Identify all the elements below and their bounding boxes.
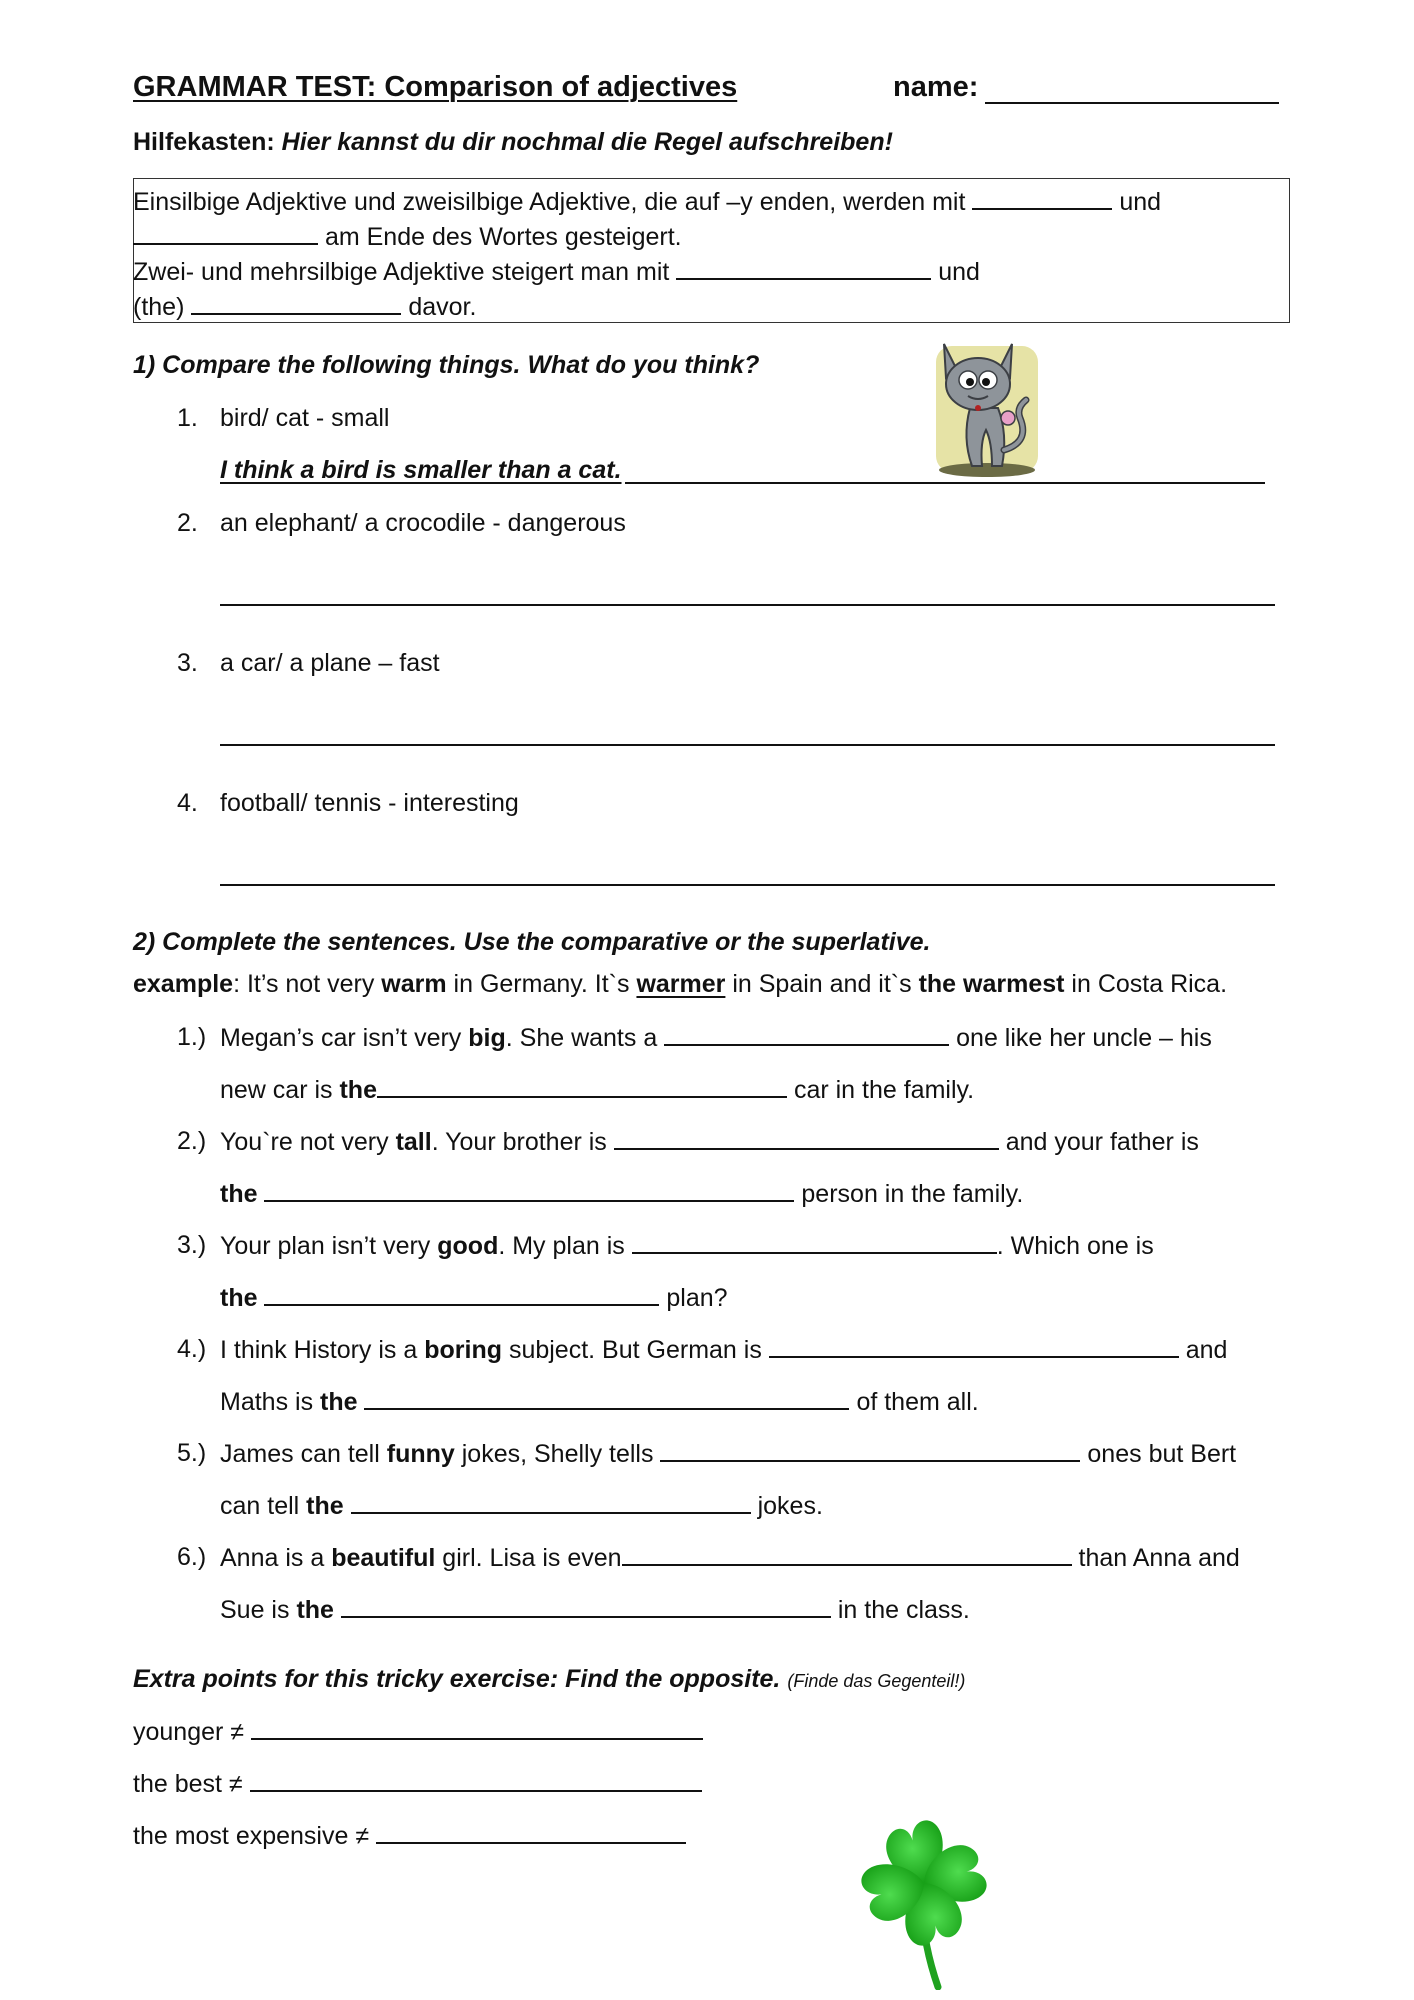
exercise-1-title: 1) Compare the following things. What do you think? [133, 351, 760, 379]
ex2-item-2-blank-1[interactable] [614, 1126, 999, 1150]
rule-blank-3[interactable] [676, 256, 931, 280]
extra-note: (Finde das Gegenteil!) [787, 1671, 966, 1691]
adjective: beautiful [331, 1544, 436, 1572]
ex2-item-3-number: 3.) [177, 1231, 207, 1259]
text: Anna is a [220, 1544, 332, 1572]
text: James can tell [220, 1440, 387, 1468]
text: and [1185, 1336, 1228, 1364]
ex1-item-4-prompt: football/ tennis - interesting [220, 789, 519, 817]
the-label: the [220, 1284, 258, 1312]
ex2-item-1-blank-2[interactable] [377, 1074, 787, 1098]
exercise-2-title: 2) Complete the sentences. Use the comparative or the superlative. [133, 928, 931, 956]
adjective: funny [386, 1440, 455, 1468]
ex1-item-2-answer-line[interactable] [220, 604, 1275, 606]
ex1-item-4-number: 4. [177, 789, 198, 817]
text: jokes. [757, 1492, 823, 1520]
text: I think History is a [220, 1336, 425, 1364]
ex2-item-6-line-1 [220, 1542, 1240, 1573]
example-text-3: in Spain and it`s [725, 970, 919, 998]
text: . Your brother is [431, 1128, 607, 1156]
text: can tell [220, 1492, 307, 1520]
adjective: boring [424, 1336, 502, 1364]
rule-line-2 [133, 221, 682, 252]
ex2-item-3-line-1 [220, 1230, 1154, 1261]
rule-text-1a: Einsilbige Adjektive und zweisilbige Adjektive, die auf –y enden, werden mit [133, 188, 966, 216]
rule-text-3b: und [938, 258, 980, 286]
page-title: GRAMMAR TEST: Comparison of adjectives [133, 71, 738, 103]
ex2-item-2-line-2 [220, 1178, 1023, 1209]
ex2-item-3-blank-2[interactable] [264, 1282, 659, 1306]
text: jokes, Shelly tells [454, 1440, 654, 1468]
extra-item-label: younger ≠ [133, 1718, 245, 1746]
ex1-item-2-prompt: an elephant/ a crocodile - dangerous [220, 509, 626, 537]
ex2-item-4-line-1 [220, 1334, 1227, 1365]
text: and your father is [1005, 1128, 1199, 1156]
ex2-item-6-line-2 [220, 1594, 970, 1625]
ex2-item-5-line-2 [220, 1490, 823, 1521]
example-bold-2: the warmest [918, 970, 1065, 998]
ex1-item-1-number: 1. [177, 404, 198, 432]
ex2-item-5-blank-1[interactable] [660, 1438, 1080, 1462]
ex2-item-2-blank-2[interactable] [264, 1178, 794, 1202]
ex1-item-1-prompt: bird/ cat - small [220, 404, 390, 432]
the-label: the [296, 1596, 334, 1624]
example-underlined: warmer [636, 970, 726, 998]
extra-item-2-blank[interactable] [250, 1768, 702, 1792]
text: new car is [220, 1076, 340, 1104]
rule-blank-1[interactable] [972, 186, 1112, 210]
extra-item-2 [133, 1768, 702, 1799]
the-label: the [339, 1076, 377, 1104]
ex1-item-2-number: 2. [177, 509, 198, 537]
ex2-item-1-number: 1.) [177, 1023, 207, 1051]
ex2-item-2-line-1 [220, 1126, 1199, 1157]
ex1-item-3-prompt: a car/ a plane – fast [220, 649, 440, 677]
extra-item-label: the best ≠ [133, 1770, 243, 1798]
extra-item-3-blank[interactable] [376, 1820, 686, 1844]
name-label: name: [893, 71, 979, 103]
ex2-item-4-blank-2[interactable] [364, 1386, 849, 1410]
text: . She wants a [505, 1024, 658, 1052]
adjective: good [437, 1232, 499, 1260]
ex2-item-4-blank-1[interactable] [769, 1334, 1179, 1358]
ex2-example [133, 969, 1227, 999]
ex2-item-1-blank-1[interactable] [664, 1022, 949, 1046]
ex2-item-6-number: 6.) [177, 1543, 207, 1571]
extra-item-label: the most expensive ≠ [133, 1822, 370, 1850]
cartoon-cat-icon [922, 338, 1047, 480]
extra-exercise-title [133, 1664, 965, 1694]
ex2-item-5-line-1 [220, 1438, 1236, 1469]
adjective: big [468, 1024, 506, 1052]
text: of them all. [856, 1388, 979, 1416]
rule-text-4a: (the) [133, 293, 185, 321]
ex1-item-1-line [625, 482, 1265, 484]
ex2-item-1-line-2 [220, 1074, 974, 1105]
rule-line-1 [133, 186, 1161, 217]
the-label: the [320, 1388, 358, 1416]
help-text: Hier kannst du dir nochmal die Regel aufschreiben! [281, 128, 893, 156]
text: car in the family. [793, 1076, 975, 1104]
name-field[interactable] [985, 102, 1279, 104]
the-label: the [306, 1492, 344, 1520]
rule-line-4 [133, 291, 476, 322]
rule-text-2b: am Ende des Wortes gesteigert. [324, 223, 682, 251]
example-text-1: : It’s not very [233, 970, 382, 998]
example-text-4: in Costa Rica. [1064, 970, 1228, 998]
rule-text-1b: und [1119, 188, 1162, 216]
text: Sue is [220, 1596, 297, 1624]
rule-text-4b: davor. [408, 293, 477, 321]
ex2-item-5-blank-2[interactable] [351, 1490, 751, 1514]
text: Your plan isn’t very [220, 1232, 438, 1260]
example-label: example [133, 970, 234, 998]
the-label: the [220, 1180, 258, 1208]
extra-item-3 [133, 1820, 686, 1851]
text: subject. But German is [502, 1336, 762, 1364]
example-text-2: in Germany. It`s [446, 970, 637, 998]
example-bold-1: warm [381, 970, 447, 998]
rule-line-3 [133, 256, 980, 287]
help-instruction [133, 127, 893, 157]
rule-blank-2[interactable] [133, 221, 318, 245]
ex2-item-4-number: 4.) [177, 1335, 207, 1363]
help-label: Hilfekasten: [133, 128, 275, 156]
ex2-item-6-blank-2[interactable] [341, 1594, 831, 1618]
adjective: tall [395, 1128, 432, 1156]
text: girl. Lisa is even [435, 1544, 622, 1572]
text: person in the family. [801, 1180, 1024, 1208]
text: than Anna and [1078, 1544, 1240, 1572]
extra-item-1-blank[interactable] [251, 1716, 703, 1740]
ex2-item-6-blank-1[interactable] [622, 1542, 1072, 1566]
ex1-item-3-number: 3. [177, 649, 198, 677]
extra-title-text: Extra points for this tricky exercise: Find the opposite. [133, 1665, 781, 1693]
ex1-item-3-answer-line[interactable] [220, 744, 1275, 746]
ex2-item-2-number: 2.) [177, 1127, 207, 1155]
text: plan? [666, 1284, 728, 1312]
extra-item-1 [133, 1716, 703, 1747]
ex1-item-1-answer: I think a bird is smaller than a cat. [220, 456, 622, 484]
ex2-item-5-number: 5.) [177, 1439, 207, 1467]
text: . My plan is [498, 1232, 625, 1260]
text: ones but Bert [1087, 1440, 1237, 1468]
ex1-item-4-answer-line[interactable] [220, 884, 1275, 886]
text: in the class. [837, 1596, 970, 1624]
text: . Which one is [996, 1232, 1154, 1260]
ex2-item-3-blank-1[interactable] [632, 1230, 997, 1254]
ex2-item-3-line-2 [220, 1282, 728, 1313]
text: Megan’s car isn’t very [220, 1024, 469, 1052]
rule-blank-4[interactable] [191, 291, 401, 315]
ex2-item-4-line-2 [220, 1386, 979, 1417]
text: You`re not very [220, 1128, 396, 1156]
ex2-item-1-line-1 [220, 1022, 1212, 1053]
text: Maths is [220, 1388, 321, 1416]
text: one like her uncle – his [956, 1024, 1212, 1052]
four-leaf-clover-icon [850, 1795, 1000, 1990]
rule-text-3a: Zwei- und mehrsilbige Adjektive steigert man mit [133, 258, 670, 286]
